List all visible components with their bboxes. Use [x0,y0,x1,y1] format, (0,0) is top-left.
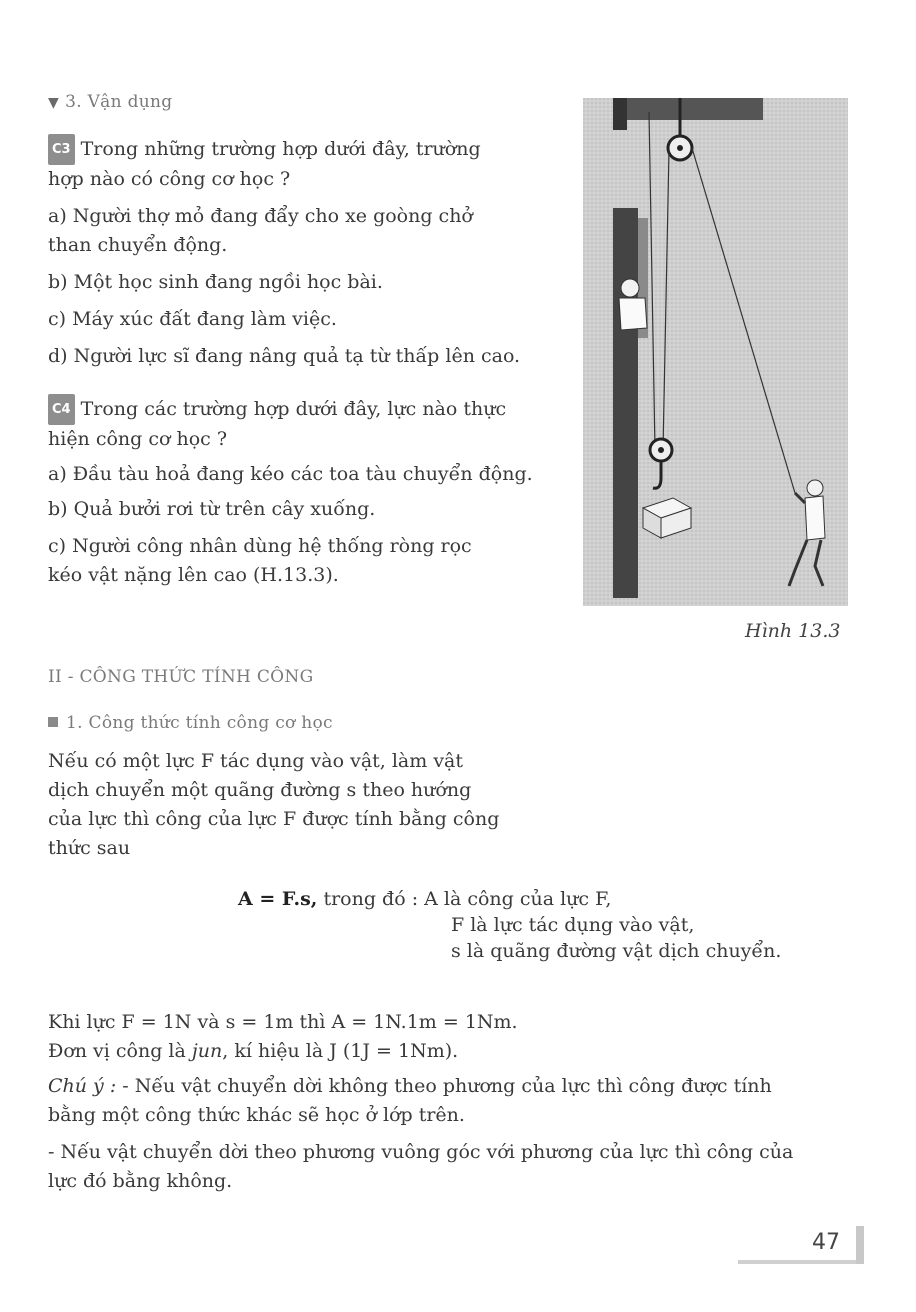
intro-line3: của lực thì công của lực F được tính bằng công [48,808,500,830]
c4-badge: C4 [48,394,75,425]
c3-question-line1: C3 Trong những trường hợp dưới đây, trường [48,134,538,165]
c3-option-a-line2: than chuyển động. [48,234,228,256]
section-heading [48,92,172,112]
figure-13-3 [583,98,848,606]
square-marker-icon [48,717,58,727]
page-number: 47 [812,1230,840,1255]
page-number-box [738,1226,866,1266]
building-wall [613,208,638,598]
c4-option-a: a) Đầu tàu hoả đang kéo các toa tàu chuyển động. [48,463,533,485]
c3-block [48,134,538,371]
c4-option-b: b) Quả bưởi rơi từ trên cây xuống. [48,498,376,520]
c4-question-line2: hiện công cơ học ? [48,428,228,450]
formula-line1 [238,886,611,912]
intro-line2: dịch chuyển một quãng đường s theo hướng [48,779,472,801]
c3-option-d: d) Người lực sĩ đang nâng quả tạ từ thấp lên cao. [48,345,521,367]
note-line2: bằng một công thức khác sẽ học ở lớp trên. [48,1104,465,1126]
note-line3: - Nếu vật chuyển dời theo phương vuông góc với phương của lực thì công của [48,1141,794,1163]
c4-option-c-line2: kéo vật nặng lên cao (H.13.3). [48,564,339,586]
c4-block [48,394,538,590]
c3-option-b: b) Một học sinh đang ngồi học bài. [48,271,383,293]
pulley-illustration [583,98,848,606]
units-line2: Đơn vị công là jun, kí hiệu là J (1J = 1Nm). [48,1040,459,1062]
subsection-heading: 1. Công thức tính công cơ học [48,713,333,733]
intro-line4: thức sau [48,837,131,859]
c4-option-c-line1: c) Người công nhân dùng hệ thống ròng rọc [48,535,472,557]
note-line1: Chú ý : - Nếu vật chuyển dời không theo phương của lực thì công được tính [48,1075,772,1097]
formula-def-f: F là lực tác dụng vào vật, [451,914,695,936]
c3-option-a-line1: a) Người thợ mỏ đang đẩy cho xe goòng chở [48,205,473,227]
formula-def-s: s là quãng đường vật dịch chuyển. [451,940,782,962]
section-ii-heading: II - CÔNG THỨC TÍNH CÔNG [48,667,314,687]
worker-pulling-head [807,480,823,496]
section-title: 3. Vận dụng [65,92,173,112]
c4-question-line1: C4 Trong các trường hợp dưới đây, lực nào thực [48,394,538,425]
c3-question-line2: hợp nào có công cơ học ? [48,168,291,190]
intro-line1: Nếu có một lực F tác dụng vào vật, làm vật [48,750,464,772]
formula-def-a: A là công của lực F, [424,888,612,910]
c3-option-c: c) Máy xúc đất đang làm việc. [48,308,337,330]
figure-caption: Hình 13.3 [745,620,841,642]
note-label: Chú ý : [48,1075,117,1097]
units-line1: Khi lực F = 1N và s = 1m thì A = 1N.1m = 1Nm. [48,1011,518,1033]
intro-paragraph [48,747,548,863]
c3-badge: C3 [48,134,75,165]
overhead-beam [613,98,763,120]
triangle-marker-icon: ▼ [48,95,60,111]
formula-where: trong đó : [323,888,419,910]
note-line4: lực đó bằng không. [48,1170,233,1192]
worker-at-window-head [621,279,639,297]
formula-expression: A = F.s, [238,888,318,910]
note-paragraph [48,1072,868,1196]
units-paragraph [48,1008,868,1066]
